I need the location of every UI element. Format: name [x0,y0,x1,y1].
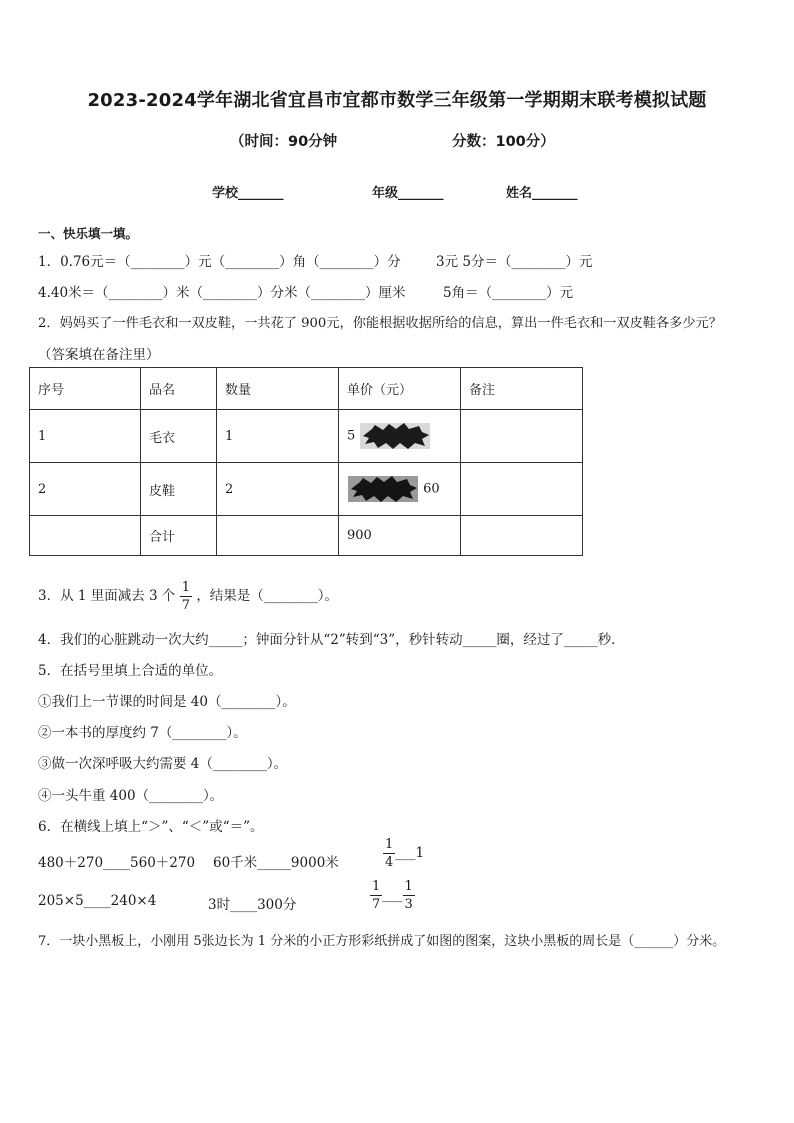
q6-row2-c [370,880,415,911]
fraction [180,581,192,612]
exam-time: （时间：90分钟 [230,134,338,150]
header-cell: 单价（元） [339,368,461,410]
q6-row2-b: 3时____300分 [208,897,297,913]
row-qty: 2 [217,463,339,516]
school-field: 学校_______ [212,186,284,201]
q5-text: 5．在括号里填上合适的单位。 [38,663,223,679]
row-remark [461,463,583,516]
fraction-numerator: 1 [385,837,394,852]
fraction [403,880,415,911]
fraction-numerator: 1 [404,879,413,894]
row-item: 皮鞋 [141,463,217,516]
fraction-denominator: 3 [404,897,413,912]
fraction-denominator: 7 [181,598,191,613]
fraction-denominator: 4 [385,855,394,870]
row-no [30,516,141,556]
q2-text: 2．妈妈买了一件毛衣和一双皮鞋，一共花了 900元，你能根据收据所给的信息，算出一件毛衣和一双皮鞋各多少元？ [38,316,722,331]
q6-text: 6．在横线上填上“＞”、“＜”或“＝”。 [38,819,264,835]
compare-blank: ___ [382,887,403,903]
grade-field: 年级_______ [372,186,444,201]
q2-note: （答案填在备注里） [38,347,160,363]
ink-blot-icon [347,474,419,504]
fraction-numerator: 1 [181,580,191,595]
q7-text: 7．一块小黑板上，小刚用 5张边长为 1 分米的小正方形彩纸拼成了如图的图案，这块小黑板的周长是（______）分米。 [38,934,726,949]
row-no: 1 [30,410,141,463]
compare-blank: ___1 [395,845,425,861]
row-item: 毛衣 [141,410,217,463]
price-visible-digits: 60 [423,481,440,497]
page-title: 2023-2024学年湖北省宜昌市宜都市数学三年级第一学期期末联考模拟试题 [87,90,707,111]
q3-text-before: 3．从 1 里面减去 3 个 [38,588,176,604]
q3-text-after: ，结果是（________）。 [196,588,339,604]
receipt-table [29,367,583,556]
row-qty: 1 [217,410,339,463]
row-price [339,463,461,516]
header-cell: 品名 [141,368,217,410]
table-row [30,516,583,556]
q5-item: ①我们上一节课的时间是 40（________）。 [38,694,296,710]
exam-score: 分数：100分） [452,134,555,150]
header-cell: 数量 [217,368,339,410]
ink-blot-icon [359,421,431,451]
q5-item: ③做一次深呼吸大约需要 4（________）。 [38,756,288,772]
row-qty [217,516,339,556]
name-field: 姓名_______ [506,186,578,201]
q6-row1-b: 60千米_____9000米 [213,855,339,871]
row-price [339,410,461,463]
q1-line2a: 4.40米＝（________）米（________）分米（________）厘米 [38,285,406,301]
q3-line [38,581,338,612]
fraction-denominator: 7 [372,897,381,912]
table-row [30,410,583,463]
row-remark [461,410,583,463]
q6-row1-a: 480＋270____560＋270 [38,855,196,871]
row-remark [461,516,583,556]
q1-line1b: 3元 5分＝（________）元 [436,254,593,270]
table-header-row [30,368,583,410]
q1-line2b: 5角＝（________）元 [443,285,574,301]
q6-row2-a: 205×5____240×4 [38,893,157,909]
section-heading: 一、快乐填一填。 [38,226,139,241]
row-item: 合计 [141,516,217,556]
row-total: 900 [339,516,461,556]
q6-row1-c [383,838,424,869]
header-cell: 备注 [461,368,583,410]
fraction [370,880,382,911]
table-row [30,463,583,516]
header-cell: 序号 [30,368,141,410]
fraction [383,838,395,869]
q5-item: ②一本书的厚度约 7（________）。 [38,725,247,741]
q5-item: ④一头牛重 400（________）。 [38,788,224,804]
price-visible-digit: 5 [347,428,356,444]
q4-text: 4．我们的心脏跳动一次大约_____；钟面分针从“2”转到“3”，秒针转动_____圈，经过了_____秒． [38,632,625,648]
row-no: 2 [30,463,141,516]
q1-line1a: 1．0.76元＝（________）元（________）角（________）分 [38,254,401,270]
fraction-numerator: 1 [372,879,381,894]
